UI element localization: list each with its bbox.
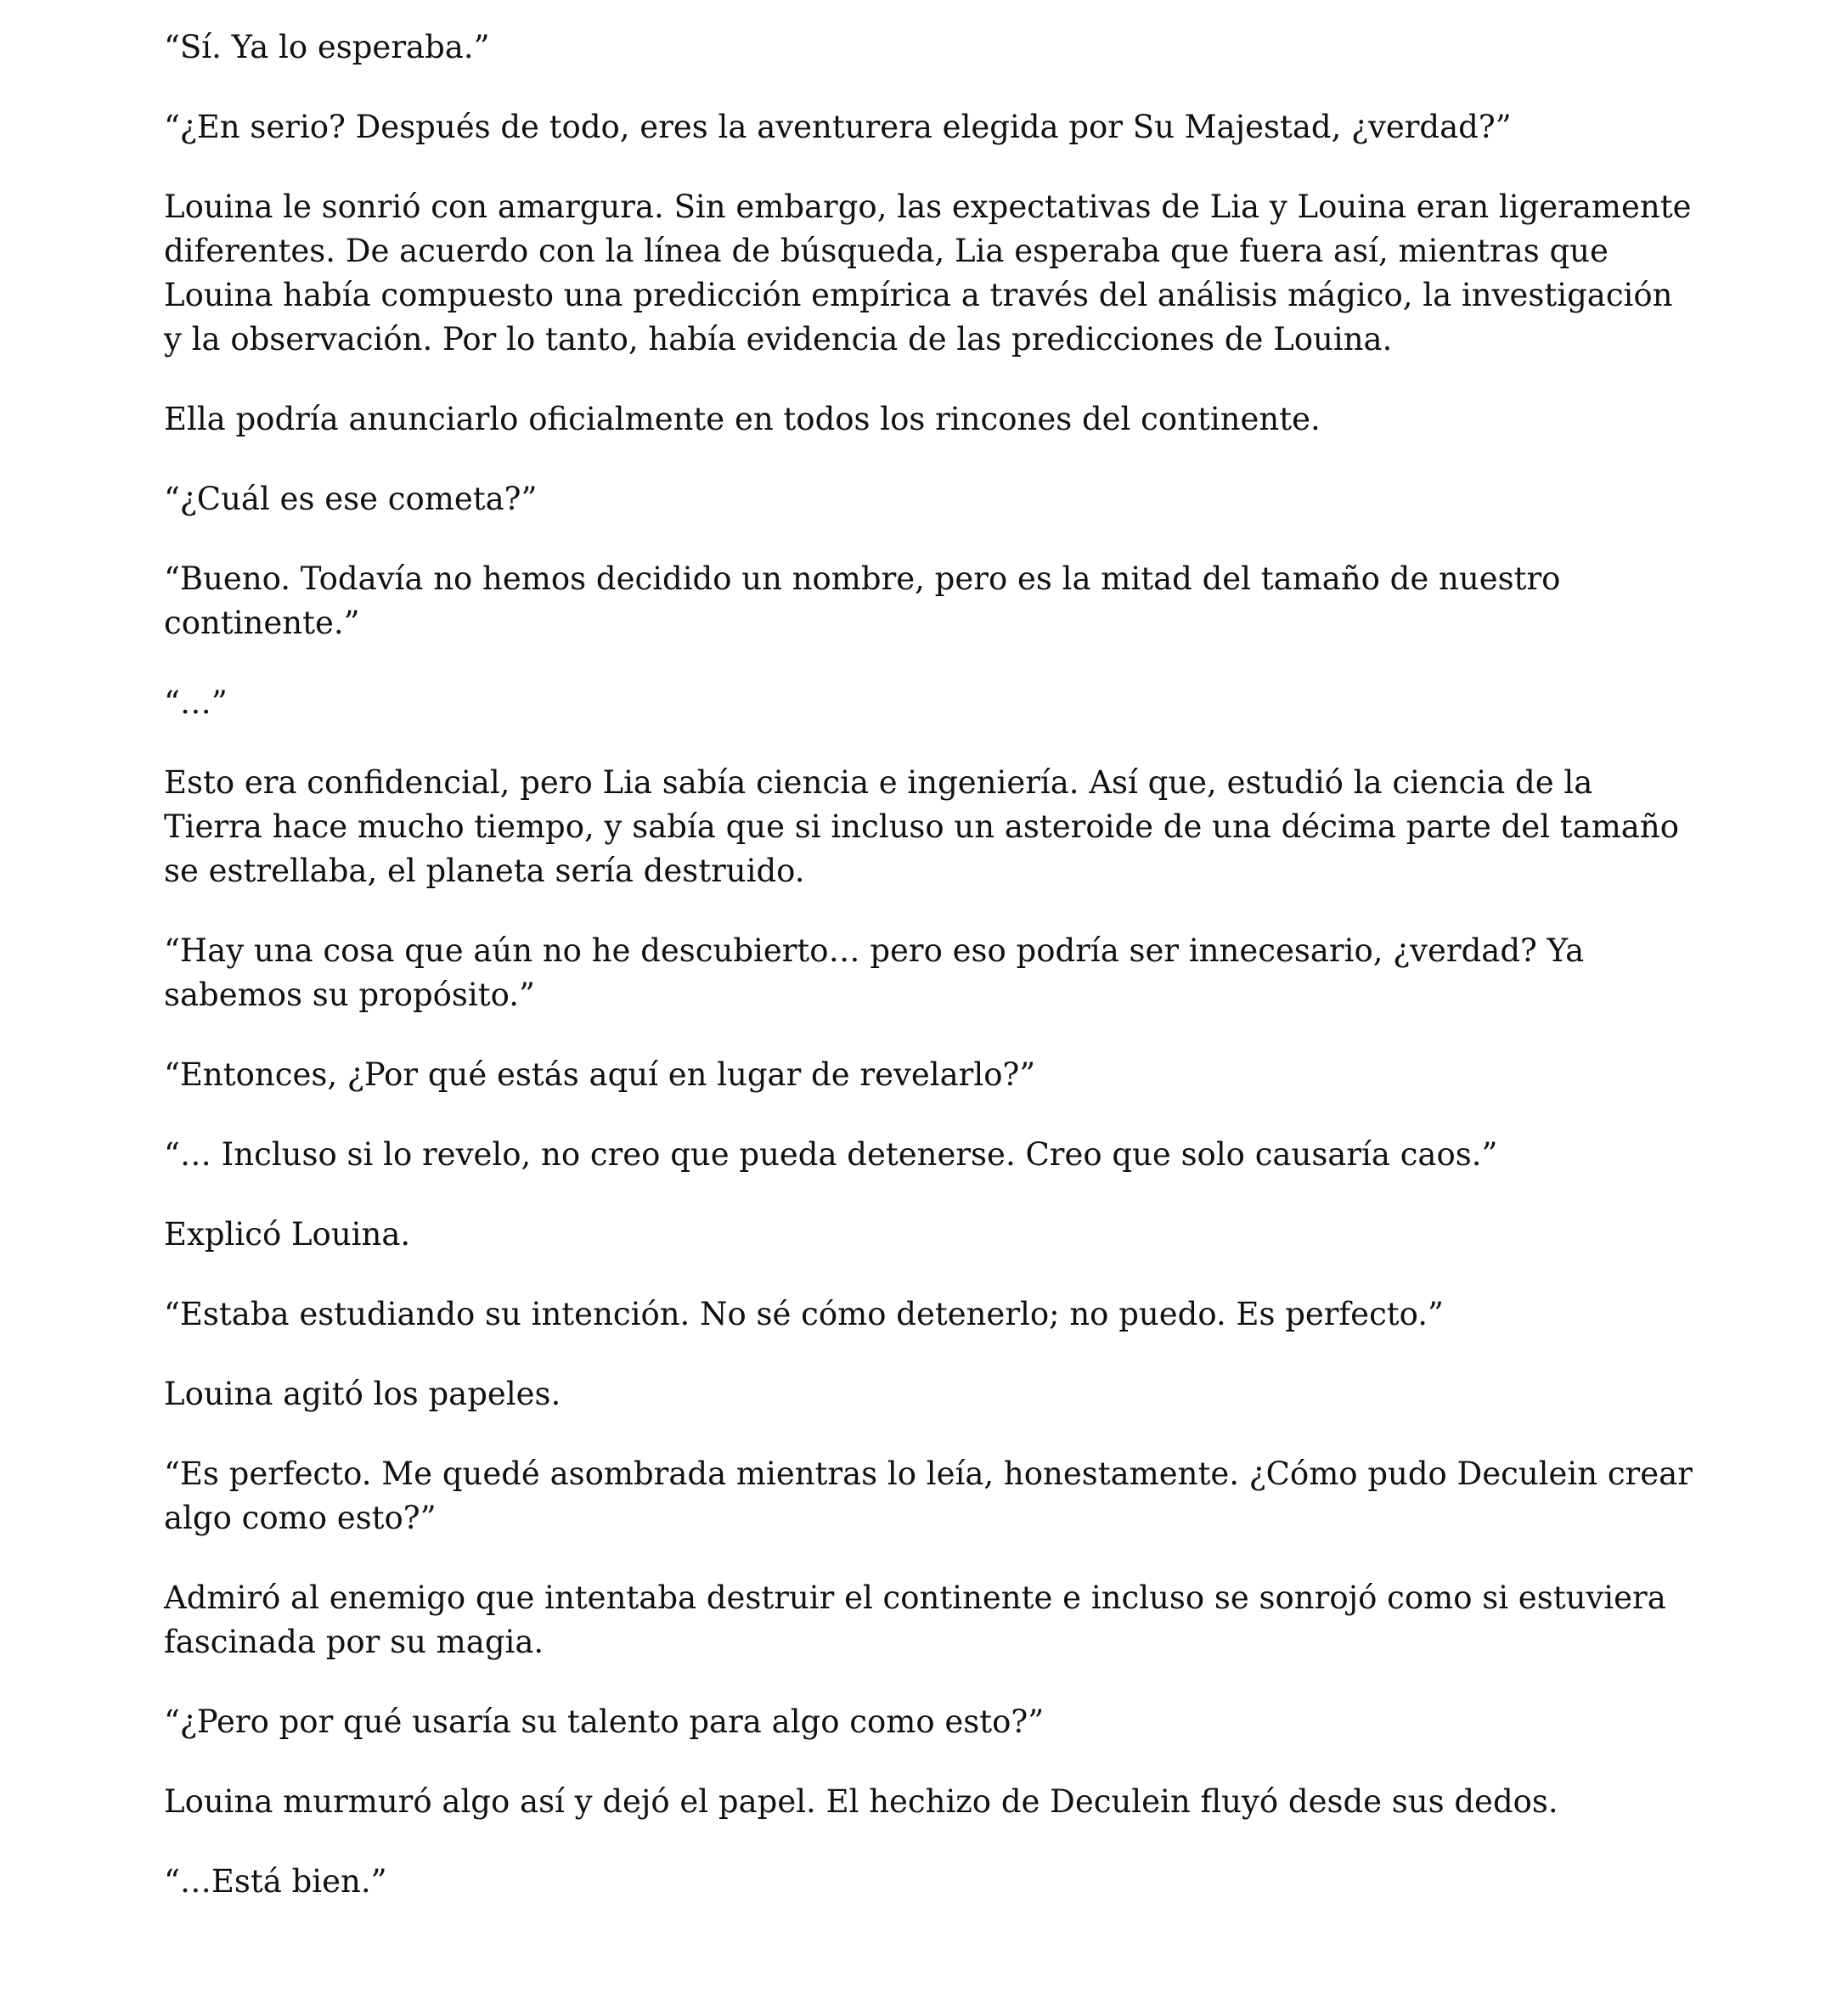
- paragraph: “Entonces, ¿Por qué estás aquí en lugar de revelarlo?”: [164, 1056, 1036, 1093]
- paragraph: “¿Cuál es ese cometa?”: [164, 481, 538, 517]
- paragraph: “¿En serio? Después de todo, eres la aventurera elegida por Su Majestad, ¿verdad?”: [164, 109, 1512, 145]
- paragraph: “…”: [164, 684, 228, 721]
- paragraph: “Es perfecto. Me quedé asombrada mientras lo leía, honestamente. ¿Cómo pudo Deculein crear algo como esto?”: [164, 1456, 1693, 1536]
- paragraph: Explicó Louina.: [164, 1216, 411, 1253]
- paragraph: “…Está bien.”: [164, 1863, 387, 1900]
- paragraph: Admiró al enemigo que intentaba destruir el continente e incluso se sonrojó como si estuviera fascinada por su magia.: [164, 1579, 1666, 1660]
- paragraph: Louina agitó los papeles.: [164, 1376, 561, 1412]
- paragraph: Louina le sonrió con amargura. Sin embargo, las expectativas de Lia y Louina eran ligeramente diferentes. De acuerdo con la línea de búsqueda, Lia esperaba que fuera así, mientras que Louina había compuesto una predicción empírica a través del análisis mágico, la investigación y la observación. Por lo tanto, había evidencia de las predicciones de Louina.: [164, 189, 1692, 358]
- paragraph: “Sí. Ya lo esperaba.”: [164, 29, 490, 65]
- paragraph: “Bueno. Todavía no hemos decidido un nombre, pero es la mitad del tamaño de nuestro continente.”: [164, 560, 1561, 641]
- paragraph: Ella podría anunciarlo oficialmente en todos los rincones del continente.: [164, 401, 1321, 437]
- document-page: [164, 25, 1693, 1940]
- paragraph: Esto era confidencial, pero Lia sabía ciencia e ingeniería. Así que, estudió la ciencia de la Tierra hace mucho tiempo, y sabía que si incluso un asteroide de una décima parte del tamaño se estrellaba, el planeta sería destruido.: [164, 764, 1679, 889]
- paragraph: “Hay una cosa que aún no he descubierto… pero eso podría ser innecesario, ¿verdad? Ya sabemos su propósito.”: [164, 932, 1585, 1013]
- paragraph: “Estaba estudiando su intención. No sé cómo detenerlo; no puedo. Es perfecto.”: [164, 1296, 1444, 1332]
- paragraph: “¿Pero por qué usaría su talento para algo como esto?”: [164, 1703, 1045, 1740]
- paragraph: Louina murmuró algo así y dejó el papel. El hechizo de Deculein fluyó desde sus dedos.: [164, 1783, 1558, 1820]
- paragraph: “… Incluso si lo revelo, no creo que pueda detenerse. Creo que solo causaría caos.”: [164, 1136, 1498, 1173]
